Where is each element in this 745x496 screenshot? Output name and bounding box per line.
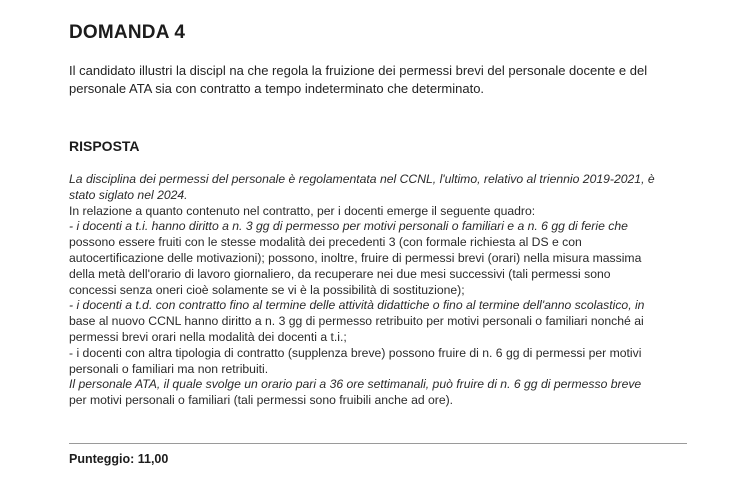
answer-title: RISPOSTA <box>69 138 140 154</box>
answer-line: - i docenti con altra tipologia di contratto (supplenza breve) possono fruire di n. 6 gg di permessi per motivi <box>69 345 642 360</box>
answer-line: In relazione a quanto contenuto nel contratto, per i docenti emerge il seguente quadro: <box>69 203 536 218</box>
question-title: DOMANDA 4 <box>69 22 186 43</box>
answer-line: della metà dell'orario di lavoro giornaliero, da recuperare nei due mesi successivi (tali permessi sono <box>69 266 611 281</box>
answer-line: - i docenti a t.d. con contratto fino al termine delle attività didattiche o fino al termine dell'anno scolastico, in <box>69 298 645 313</box>
answer-line: - i docenti a t.i. hanno diritto a n. 3 gg di permesso per motivi personali o familiari e a n. 6 gg di ferie che <box>69 219 628 234</box>
answer-line: autocertificazione delle motivazioni); possono, inoltre, fruire di permessi brevi (orari) nella misura massima <box>69 250 642 265</box>
divider <box>69 443 687 444</box>
answer-line: permessi brevi orari nella modalità dei docenti a t.i.; <box>69 329 347 344</box>
answer-line: concessi senza oneri cioè solamente se vi è la possibilità di sostituzione); <box>69 282 465 297</box>
answer-line: stato siglato nel 2024. <box>69 187 188 202</box>
answer-line: La disciplina dei permessi del personale è regolamentata nel CCNL, l'ultimo, relativo al triennio 2019-2021, è <box>69 172 655 186</box>
score-label: Punteggio: 11,00 <box>69 452 169 466</box>
question-text <box>69 62 669 98</box>
answer-line: base al nuovo CCNL hanno diritto a n. 3 gg di permesso retribuito per motivi personali o familiari nonché ai <box>69 314 644 329</box>
answer-line: personali o familiari ma non retribuiti. <box>69 361 269 376</box>
question-line: personale ATA sia con contratto a tempo indeterminato che determinato. <box>69 81 485 96</box>
answer-line: per motivi personali o familiari (tali permessi sono fruibili anche ad ore). <box>69 393 454 408</box>
question-line: Il candidato illustri la discipl na che regola la fruizione dei permessi brevi del personale docente e del <box>69 63 648 78</box>
answer-line: possono essere fruiti con le stesse modalità dei precedenti 3 (con formale richiesta al DS e con <box>69 235 582 250</box>
answer-line: Il personale ATA, il quale svolge un orario pari a 36 ore settimanali, può fruire di n. 6 gg di permesso breve <box>69 377 642 392</box>
answer-body <box>69 172 689 409</box>
